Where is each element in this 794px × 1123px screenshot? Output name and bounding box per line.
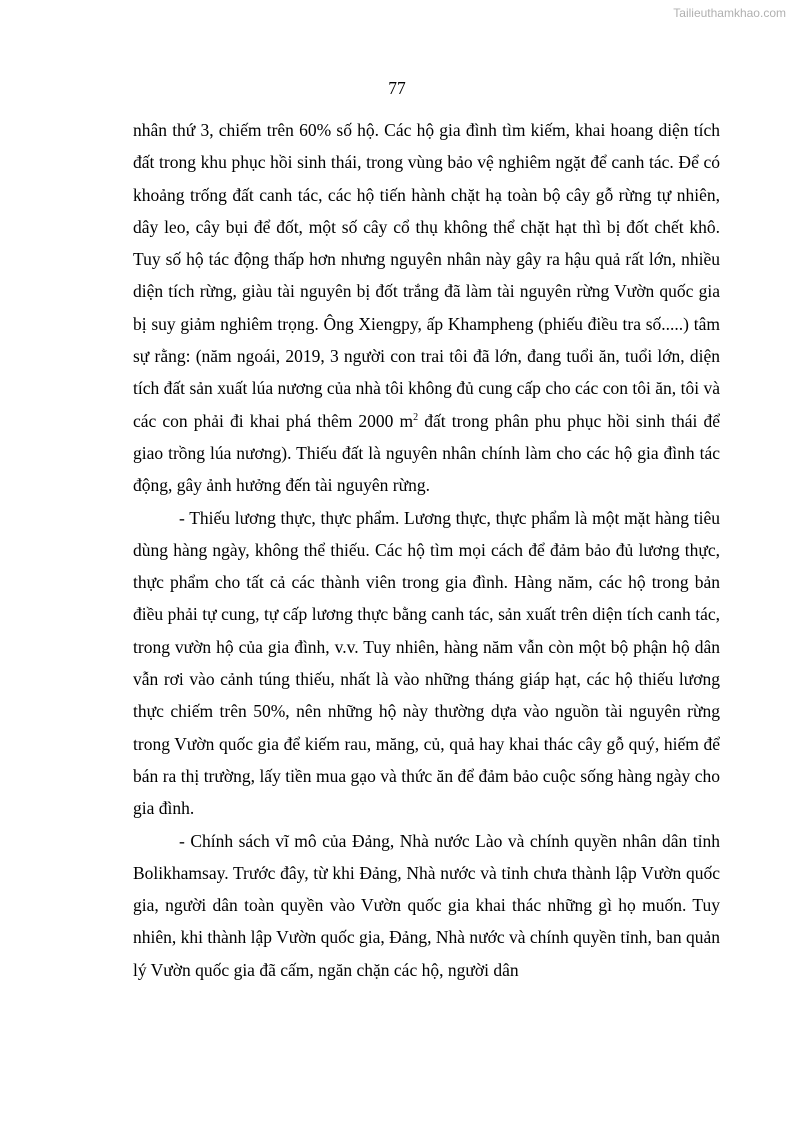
paragraph-food-shortage: - Thiếu lương thực, thực phẩm. Lương thực, thực phẩm là một mặt hàng tiêu dùng hàng ngày, không thể thiếu. Các hộ tìm mọi cách để đảm bảo đủ lương thực, thực phẩm cho tất cả các thành viên trong gia đình. Hàng năm, các hộ trong bản điều phải tự cung, tự cấp lương thực bằng canh tác, sản xuất trên diện tích canh tác, trong vườn hộ của gia đình, v.v. Tuy nhiên, hàng năm vẫn còn một bộ phận hộ dân vẫn rơi vào cảnh túng thiếu, nhất là vào những tháng giáp hạt, các hộ thiếu lương thực chiếm trên 50%, nên những hộ này thường dựa vào nguồn tài nguyên rừng trong Vườn quốc gia để kiếm rau, măng, củ, quả hay khai thác cây gỗ quý, hiếm để bán ra thị trường, lấy tiền mua gạo và thức ăn để đảm bảo cuộc sống hàng ngày cho gia đình. <box>133 507 720 819</box>
superscript: 2 <box>413 411 419 423</box>
document-body <box>133 114 720 986</box>
paragraph-policy: - Chính sách vĩ mô của Đảng, Nhà nước Lào và chính quyền nhân dân tỉnh Bolikhamsay. Trước đây, từ khi Đảng, Nhà nước và tỉnh chưa thành lập Vườn quốc gia, người dân toàn quyền vào Vườn quốc gia khai thác những gì họ muốn. Tuy nhiên, khi thành lập Vườn quốc gia, Đảng, Nhà nước và chính quyền tỉnh, ban quản lý Vườn quốc gia đã cấm, ngăn chặn các hộ, người dân <box>133 830 720 980</box>
paragraph-text: đất trong phân phu phục hồi sinh thái để giao trồng lúa nương). Thiếu đất là nguyên nhân chính làm cho các hộ gia đình tác động, gây ảnh hưởng đến tài nguyên rừng. <box>133 410 720 496</box>
paragraph-land-shortage <box>133 114 720 502</box>
watermark: Tailieuthamkhao.com <box>673 6 786 20</box>
page-number: 77 <box>388 78 406 98</box>
paragraph-text: nhân thứ 3, chiếm trên 60% số hộ. Các hộ gia đình tìm kiếm, khai hoang diện tích đất trong khu phục hồi sinh thái, trong vùng bảo vệ nghiêm ngặt để canh tác. Để có khoảng trống đất canh tác, các hộ tiến hành chặt hạ toàn bộ cây gỗ rừng tự nhiên, dây leo, cây bụi để đốt, một số cây cổ thụ không thể chặt hạt thì bị đốt chết khô. Tuy số hộ tác động thấp hơn nhưng nguyên nhân này gây ra hậu quả rất lớn, nhiều diện tích rừng, giàu tài nguyên bị đốt trắng đã làm tài nguyên rừng Vườn quốc gia bị suy giảm nghiêm trọng. Ông Xiengpy, ấp Khampheng (phiếu điều tra số.....) tâm sự rằng: (năm ngoái, 2019, 3 người con trai tôi đã lớn, đang tuổi ăn, tuổi lớn, diện tích đất sản xuất lúa nương của nhà tôi không đủ cung cấp cho các con tôi ăn, tôi và các con phải đi khai phá thêm 2000 m <box>133 120 720 431</box>
